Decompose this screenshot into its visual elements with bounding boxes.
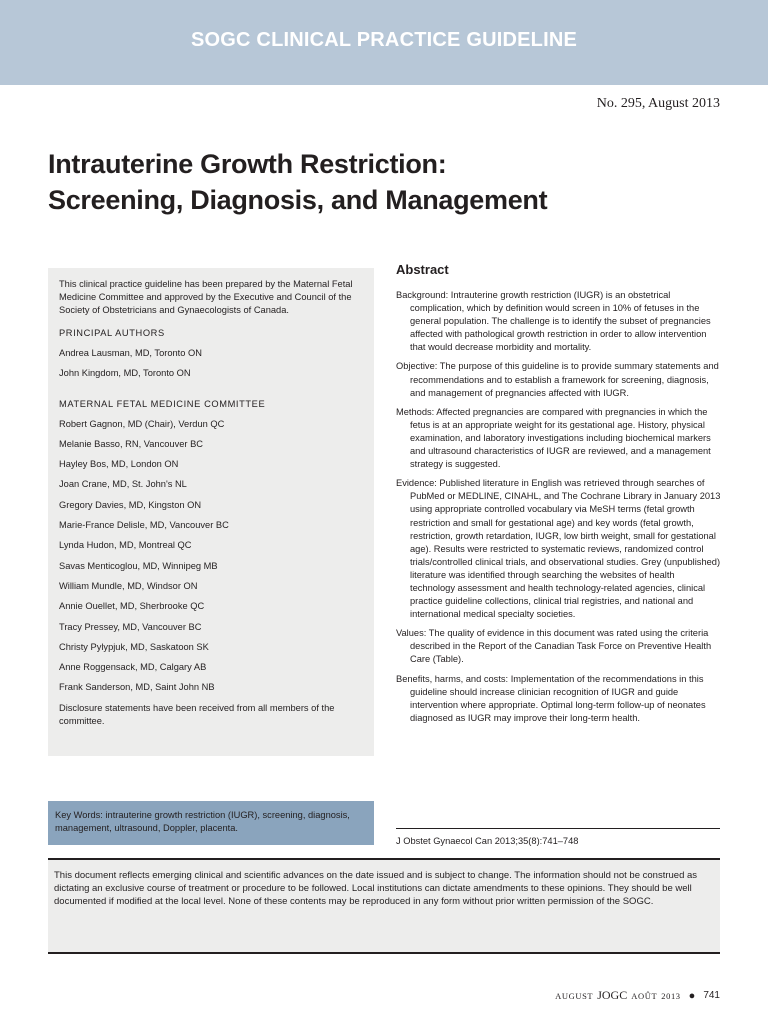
disclaimer-box: This document reflects emerging clinical and scientific advances on the date issued and is subject to change. The information should not be construed as dictating an exclusive course of treatment or procedure to be followed. Local institutions can dictate amendments to these opinions. They should be well documented if modified at the local level. None of these contents may be reproduced in any form without prior written permission of the SOGC. [48, 858, 720, 954]
committee-member: Marie-France Delisle, MD, Vancouver BC [59, 520, 229, 531]
page-footer [555, 988, 720, 1003]
page-title [48, 146, 728, 218]
journal-citation: J Obstet Gynaecol Can 2013;35(8):741–748 [396, 836, 579, 846]
preparation-statement: This clinical practice guideline has been prepared by the Maternal Fetal Medicine Committee and approved by the Executive and Council of the Society of Obstetricians and Gynaecologists of Canada. [59, 279, 353, 315]
document-number: No. 295, August 2013 [596, 96, 720, 111]
abstract-section [396, 262, 722, 731]
abstract-evidence: Evidence: Published literature in English was retrieved through searches of PubMed or MEDLINE, CINAHL, and The Cochrane Library in January 2013 using appropriate controlled vocabulary via MeSH terms (fetal growth restriction and small for gestational age) and key words (fetal growth, restriction, growth retardation, IUGR, low birth weight, small for gestational age). Results were restricted to systematic reviews, randomized control trials/controlled clinical trials, and observational studies. Grey (unpublished) literature was identified through searching the websites of health technology assessment and health technology-related agencies, clinical practice guideline collections, clinical trial registries, and national and international medical specialty societies. [396, 478, 721, 620]
abstract-values: Values: The quality of evidence in this document was rated using the criteria described in the Report of the Canadian Task Force on Preventive Health Care (Table). [396, 628, 712, 665]
author-name: John Kingdom, MD, Toronto ON [59, 368, 191, 379]
committee-member: Tracy Pressey, MD, Vancouver BC [59, 621, 202, 632]
page-title-line-1: Intrauterine Growth Restriction: [48, 149, 447, 179]
citation-divider [396, 828, 720, 829]
principal-authors-heading: PRINCIPAL AUTHORS [59, 328, 165, 338]
committee-member: Christy Pylypjuk, MD, Saskatoon SK [59, 641, 209, 652]
committee-member: Gregory Davies, MD, Kingston ON [59, 499, 202, 510]
footer-month-fr: AOÛT [631, 990, 658, 1001]
abstract-heading: Abstract [396, 262, 449, 277]
abstract-background: Background: Intrauterine growth restriction (IUGR) is an obstetrical complication, which by definition would screen in 10% of fetuses in the general population. The challenge is to identify the subset of pregnancies affected with pathological growth restriction in order to allow intervention that would decrease morbidity and mortality. [396, 290, 711, 353]
committee-member: Frank Sanderson, MD, Saint John NB [59, 682, 215, 693]
committee-heading: MATERNAL FETAL MEDICINE COMMITTEE [59, 398, 266, 409]
page-title-line-2: Screening, Diagnosis, and Management [48, 185, 548, 215]
committee-member: Robert Gagnon, MD (Chair), Verdun QC [59, 418, 225, 429]
banner-title: SOGC CLINICAL PRACTICE GUIDELINE [190, 29, 578, 51]
author-name: Andrea Lausman, MD, Toronto ON [59, 348, 202, 358]
footer-month: AUGUST [555, 990, 594, 1001]
committee-member: Savas Menticoglou, MD, Winnipeg MB [59, 560, 218, 571]
committee-member: Melanie Basso, RN, Vancouver BC [59, 438, 203, 449]
disclosure-statement: Disclosure statements have been received from all members of the committee. [59, 702, 335, 726]
page-number: 741 [703, 990, 720, 1001]
committee-member: Joan Crane, MD, St. John's NL [59, 479, 187, 490]
committee-member: Hayley Bos, MD, London ON [59, 459, 179, 470]
committee-member: Anne Roggensack, MD, Calgary AB [59, 662, 207, 673]
keywords-box: Key Words: intrauterine growth restriction (IUGR), screening, diagnosis, management, ultrasound, Doppler, placenta. [48, 801, 374, 845]
authors-sidebar [48, 268, 374, 756]
abstract-benefits: Benefits, harms, and costs: Implementation of the recommendations in this guideline should increase clinician recognition of IUGR and guide intervention where appropriate. Optimal long-term follow-up of neonates diagnosed as IUGR may improve their long-term health. [396, 673, 706, 723]
abstract-objective: Objective: The purpose of this guideline is to provide summary statements and recommendations and to establish a framework for screening, diagnosis, and management of pregnancies affected with IUGR. [396, 361, 719, 398]
abstract-methods: Methods: Affected pregnancies are compared with pregnancies in which the fetus is at an appropriate weight for its gestational age. History, physical examination, and laboratory investigations including biochemical markers and ultrasound characteristics of IUGR are reviewed, and a management strategy is suggested. [396, 406, 711, 470]
footer-year: 2013 [661, 990, 681, 1001]
header-banner [0, 0, 768, 85]
footer-journal: JOGC [597, 988, 628, 1002]
bullet-icon: ● [688, 989, 696, 1002]
committee-member: Annie Ouellet, MD, Sherbrooke QC [59, 601, 205, 612]
committee-member: William Mundle, MD, Windsor ON [59, 580, 198, 591]
committee-member: Lynda Hudon, MD, Montreal QC [59, 540, 192, 551]
